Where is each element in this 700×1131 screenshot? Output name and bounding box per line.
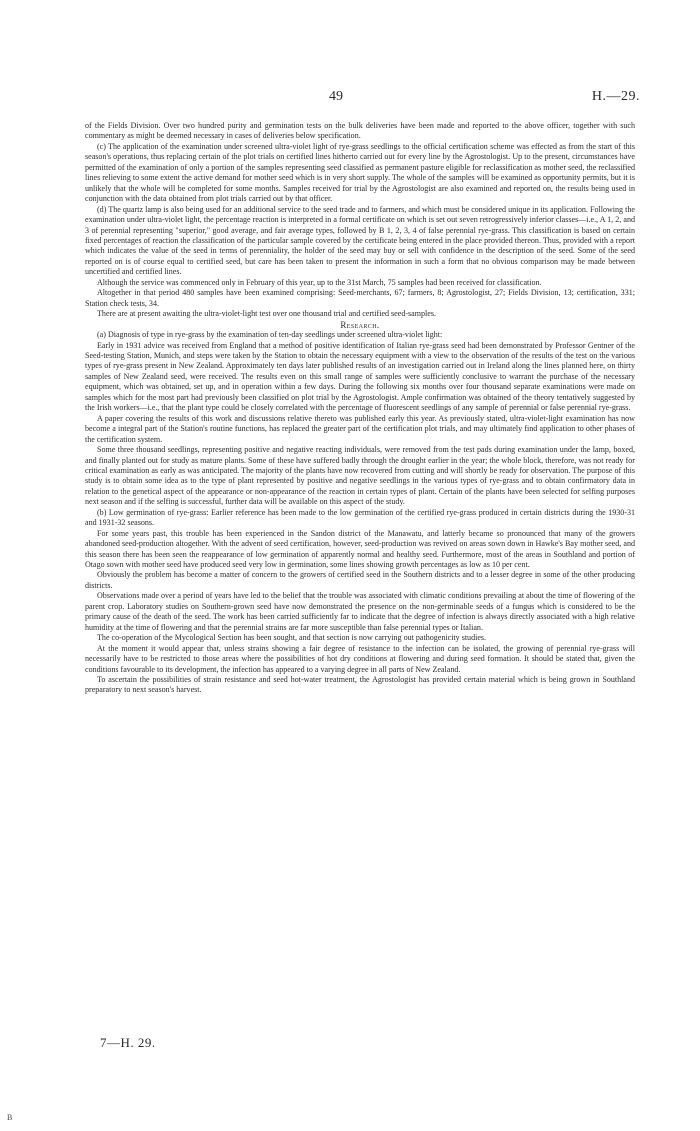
body-text: [85, 121, 635, 696]
paragraph: There are at present awaiting the ultra-violet-light test over one thousand trial and certified seed-samples.: [97, 309, 436, 319]
paragraph: At the moment it would appear that, unless strains showing a fair degree of resistance to the infection can be isolated, the growing of perennial rye-grass will necessarily have to be restricted to those areas where the possibilities of hot dry conditions at flowering and during seed formation. It should be stated that, given the conditions favourable to its development, the infection has appeared to a varying degree in all parts of New Zealand.: [85, 643, 635, 674]
sheet-signature: 7—H. 29.: [100, 1035, 156, 1050]
paragraph: Obviously the problem has become a matter of concern to the growers of certified seed in the Southern districts and to a lesser degree in some of the other producing districts.: [85, 570, 635, 590]
page-header: [85, 89, 640, 109]
paragraph: Early in 1931 advice was received from England that a method of positive identification of Italian rye-grass seed had been demonstrated by Professor Gentner of the Seed-testing Station, Munich, and steps were taken by the Station to obtain the necessary equipment with a view to the observation of the results of the test on the various types of rye-grass present in New Zealand. Approximately ten days later published results of an investigation carried out in Ireland along the lines planned here, on thirty samples of New Zealand seed, were received. The results even on this small range of samples were sufficiently conclusive to warrant the purchase of the necessary equipment, which was obtained, set up, and in operation within a few days. During the following six months over four thousand separate examinations were made on samples which for the most part had previously been classified on plot trial by the Agrostologist. Ample confirmation was obtained of the theory tentatively suggested by the Irish workers—i.e., that the plant type could be closely correlated with the percentage of fluorescent seedlings of any sample of perennial or false perennial rye-grass.: [85, 340, 635, 413]
paragraph: (b) Low germination of rye-grass: Earlier reference has been made to the low germination of the certified rye-grass produced in certain districts during the 1930-31 and 1931-32 seasons.: [85, 507, 635, 528]
paragraph: Observations made over a period of years have led to the belief that the trouble was associated with climatic conditions prevailing at about the time of flowering of the parent crop. Laboratory studies on Southern-grown seed have now demonstrated the presence on the non-germinable seeds of a fungus which is considered to be the primary cause of the death of the seed. The work has been carried sufficiently far to indicate that the degree of infection is always directly associated with a high relative humidity at the time of flowering and that the perennial strains are far more susceptible than false perennial types or Italian.: [85, 591, 635, 632]
scan-mark: B: [7, 1113, 13, 1122]
paragraph: A paper covering the results of this work and discussions relative thereto was published early this year. As previously stated, ultra-violet-light examination has now become a integral part of the Station's routine functions, has replaced the greater part of the certification plot trials, and may ultimately find application to other phases of the certification system.: [85, 413, 635, 444]
section-heading: Research.: [340, 319, 380, 330]
paragraph: For some years past, this trouble has been experienced in the Sandon district of the Manawatu, and latterly became so pronounced that many of the growers abandoned seed-production altogether. With the advent of seed certification, however, seed-production was revived on areas sown down in Hawke's Bay mother seed, and this season there has been seen the reappearance of low germination of apparently normal and healthy seed. Furthermore, most of the areas in Southland and portion of Otago sown with mother seed have produced seed very low in germination, some lines showing growth percentages as low as 10 per cent.: [85, 528, 635, 570]
page-number: 49: [329, 89, 343, 104]
paragraph: (d) The quartz lamp is also being used for an additional service to the seed trade and to farmers, and which must be considered unique in its application. Following the examination under ultra-violet light, the percentage reaction is interpreted in a formal certificate on which is set out seven retrogressively inferior classes—i.e., A 1, 2, and 3 of perennial representing "superior," good average, and fair average types, followed by B 1, 2, 3, 4 of false perennial rye-grass. This classification is based on certain fixed percentages of reaction the classification of the particular sample covered by the certificate being entered in the place provided thereon. Thus, provided with a report which indicates the value of the seed in terms of perenniality, the holder of the seed may buy or sell with confidence in the description of the seed. Some of the seed reported on is of course equal to certified seed, but care has been taken to present the information in such a form that no obvious comparison may be made between uncertified and certified lines.: [85, 204, 635, 277]
paragraph: The co-operation of the Mycological Section has been sought, and that section is now carrying out pathogenicity studies.: [97, 633, 487, 643]
paragraph: Although the service was commenced only in February of this year, up to the 31st March, 75 samples had been received for classification.: [97, 277, 542, 287]
paragraph: (a) Diagnosis of type in rye-grass by the examination of ten-day seedlings under screened ultra-violet light:: [97, 330, 443, 340]
paragraph: of the Fields Division. Over two hundred purity and germination tests on the bulk deliveries have been made and reported to the above officer, together with such commentary as might be deemed necessary in cases of deliveries below specification.: [85, 121, 635, 141]
document-reference: H.—29.: [591, 89, 640, 104]
paragraph: Altogether in that period 480 samples have been examined comprising: Seed-merchants, 67; farmers, 8; Agrostologist, 27; Fields Division, 13; certification, 331; Station check tests, 34.: [85, 288, 635, 308]
paragraph: Some three thousand seedlings, representing positive and negative reacting individuals, were removed from the test pads during examination under the lamp, boxed, and finally planted out for study as mature plants. Some of these have suffered badly through the drought earlier in the year; the whole block, therefore, was not ready for critical examination as early as was anticipated. The majority of the plants have now recovered from cutting and will shortly be ready for observation. The purpose of this study is to obtain some idea as to the type of plant represented by positive and negative seedlings in the various types of rye-grass and to obtain confirmatory data in relation to the genetical aspect of the appearance or non-appearance of the reaction in certain types of plant. Certain of the plants have been selected for selfing purposes next season and if the selfing is successful, further data will be available on this aspect of the study.: [85, 445, 635, 507]
paragraph: To ascertain the possibilities of strain resistance and seed hot-water treatment, the Agrostologist has provided certain material which is being grown in Southland preparatory to next season's harvest.: [85, 675, 635, 695]
paragraph: (c) The application of the examination under screened ultra-violet light of rye-grass seedlings to the official certification scheme was effected as from the start of this season's operations, thus replacing certain of the plot trials on certified lines hitherto carried out for every line by the Agrostologist. Up to the present, circumstances have permitted of the examination of only a portion of the samples representing seed classified as permanent pasture eligible for reclassification as mother seed, the reclassified lines relieving to some extent the active demand for mother seed which is in very short supply. The whole of the samples will be examined as opportunity permits, but it is unlikely that the whole will be completed for some months. Samples received for trial by the Agrostologist are also examined and reported on, the results being used in conjunction with the data obtained from plot trials carried out by that officer.: [85, 141, 635, 204]
